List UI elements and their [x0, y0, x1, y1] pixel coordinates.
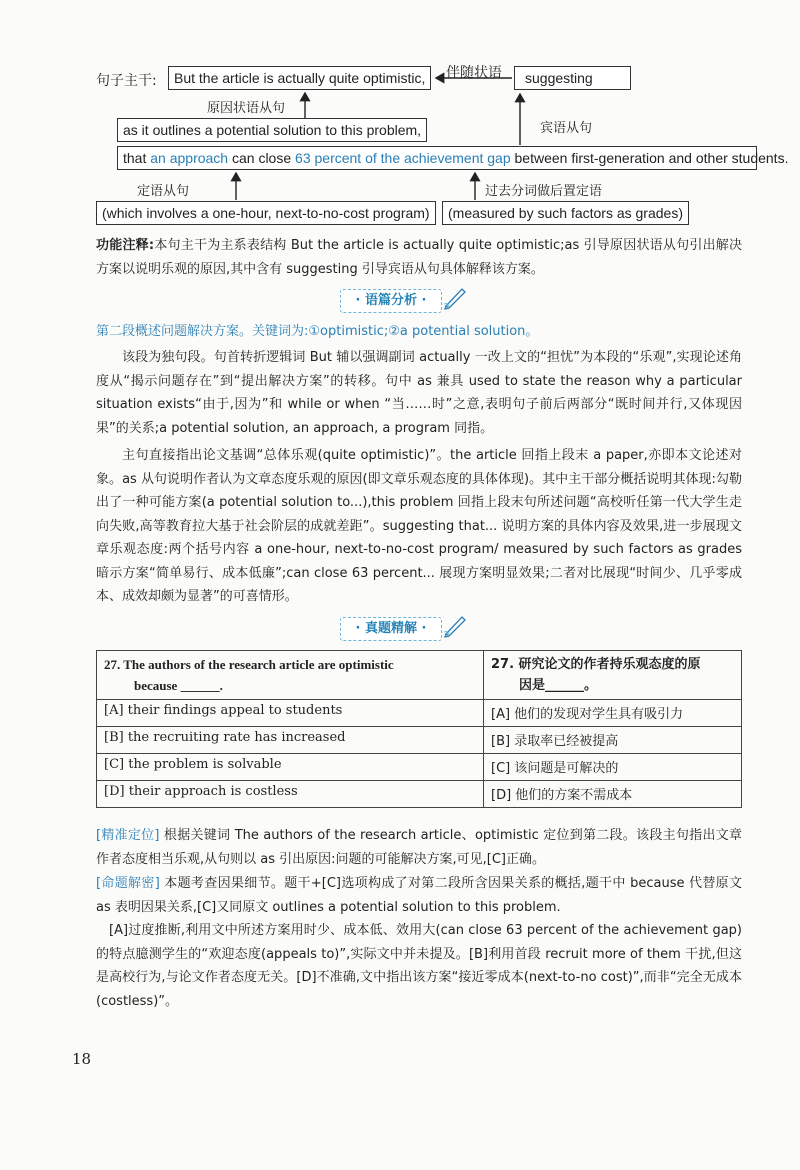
an-approach: an approach: [150, 150, 229, 166]
accompany-label: 伴随状语: [446, 65, 502, 81]
stem-en-line2: because ______.: [134, 678, 223, 693]
pen-icon: [442, 284, 468, 310]
can-close: can close: [228, 150, 296, 166]
section1-paragraph-1: 该段为独句段。句首转折逻辑词 But 辅以强调副词 actually 一改上文的“担忧”为本段的“乐观”,实现论述角度从“揭示问题存在”到“提出解决方案”的转移。句中 as 兼具 used to state the reason why a particular situation exists“由于,因为”和 while or when “当……时”之意,表明句子前后两部分“既时间并行,又体现因果”的关系;a potential solution, an approach, a program 同指。: [96, 350, 742, 436]
stem-zh-line2: 因是______。: [519, 678, 598, 693]
note-title: 功能注释:: [96, 238, 155, 253]
section-title-discourse: · 语篇分析 ·: [340, 289, 442, 313]
suggesting-box: suggesting: [514, 66, 631, 90]
stem-zh-line1: 27. 研究论文的作者持乐观态度的原: [491, 657, 701, 672]
stem-en-line1: 27. The authors of the research article are optimistic: [104, 657, 394, 672]
tag-question-decode: [命题解密]: [96, 876, 160, 891]
question-stem-zh: [484, 651, 742, 700]
option-row: [97, 700, 742, 727]
reason-clause-box: as it outlines a potential solution to this problem,: [117, 118, 427, 142]
question-table: [96, 650, 742, 808]
question-stem-row: [97, 651, 742, 700]
section1-intro: 第二段概述问题解决方案。关键词为:①optimistic;②a potential solution。: [96, 324, 539, 339]
option-b-en: [B] the recruiting rate has increased: [97, 727, 484, 754]
option-c-en: [C] the problem is solvable: [97, 754, 484, 781]
option-a-en: [A] their findings appeal to students: [97, 700, 484, 727]
past-participle-label: 过去分词做后置定语: [485, 184, 603, 199]
option-d-en: [D] their approach is costless: [97, 781, 484, 808]
pen-icon: [442, 612, 468, 638]
tag-precise-location: [精准定位]: [96, 828, 160, 843]
that-word: that: [123, 150, 151, 166]
reason-label: 原因状语从句: [207, 101, 286, 116]
which-clause-box: (which involves a one-hour, next-to-no-cost program): [96, 201, 436, 225]
attr-label: 定语从句: [137, 184, 190, 199]
option-a-zh: [A] 他们的发现对学生具有吸引力: [484, 700, 742, 727]
question-stem-en: [97, 651, 484, 700]
section-title-exam: · 真题精解 ·: [340, 617, 442, 641]
function-note: [96, 234, 742, 281]
between-students: between first-generation and other students.: [510, 150, 789, 166]
analysis-location: [96, 824, 742, 871]
analysis-decode: [96, 872, 742, 919]
option-c-zh: [C] 该问题是可解决的: [484, 754, 742, 781]
analysis-decode-text: 本题考查因果细节。题干+[C]选项构成了对第二段所含因果关系的概括,题干中 because 代替原文 as 表明因果关系,[C]又同原文 outlines a potential solution to this problem.: [96, 876, 742, 915]
achievement-gap: 63 percent of the achievement gap: [295, 150, 511, 166]
main-clause-box: But the article is actually quite optimistic,: [168, 66, 431, 90]
option-b-zh: [B] 录取率已经被提高: [484, 727, 742, 754]
analysis-distractors: [A]过度推断,利用文中所述方案用时少、成本低、效用大(can close 63 percent of the achievement gap)的特点臆测学生的“欢迎态度(appeals to)”,实际文中并未提及。[B]利用首段 recruit more of them 干扰,但这是高校行为,与论文作者态度无关。[D]不准确,文中指出该方案“接近零成本(next-to-no cost)”,而非“完全无成本(costless)”。: [96, 923, 742, 1009]
option-d-zh: [D] 他们的方案不需成本: [484, 781, 742, 808]
option-row: [97, 754, 742, 781]
diagram-arrows: [0, 0, 800, 240]
analysis-location-text: 根据关键词 The authors of the research article、optimistic 定位到第二段。该段主句指出文章作者态度相当乐观,从句则以 as 引出原因:问题的可能解决方案,可见,[C]正确。: [96, 828, 742, 867]
option-row: [97, 727, 742, 754]
option-row: [97, 781, 742, 808]
page-number: 18: [72, 1050, 92, 1068]
object-label: 宾语从句: [540, 121, 593, 136]
note-text: 本句主干为主系表结构 But the article is actually quite optimistic;as 引导原因状语从句引出解决方案以说明乐观的原因,其中含有 suggesting 引导宾语从句具体解释该方案。: [96, 238, 743, 277]
measured-clause-box: (measured by such factors as grades): [442, 201, 689, 225]
trunk-label: 句子主干:: [96, 73, 157, 89]
section1-paragraph-2: 主句直接指出论文基调“总体乐观(quite optimistic)”。the article 回指上段末 a paper,亦即本文论述对象。as 从句说明作者认为文章态度乐观的原因(即文章乐观态度的具体体现)。其中主干部分概括说明其体现:勾勒出了一种可能方案(a potential solution to...),this problem 回指上段末句所述问题“高校听任第一代大学生走向失败,高等教育拉大基于社会阶层的成就差距”。suggesting that... 说明方案的具体内容及效果,进一步展现文章乐观态度:两个括号内容 a one-hour, next-to-no-cost program/ measured by such factors as grades 暗示方案“简单易行、成本低廉”;can close 63 percent... 展现方案明显效果;二者对比展现“时间少、几乎零成本、成效却颇为显著”的可喜情形。: [96, 448, 742, 604]
